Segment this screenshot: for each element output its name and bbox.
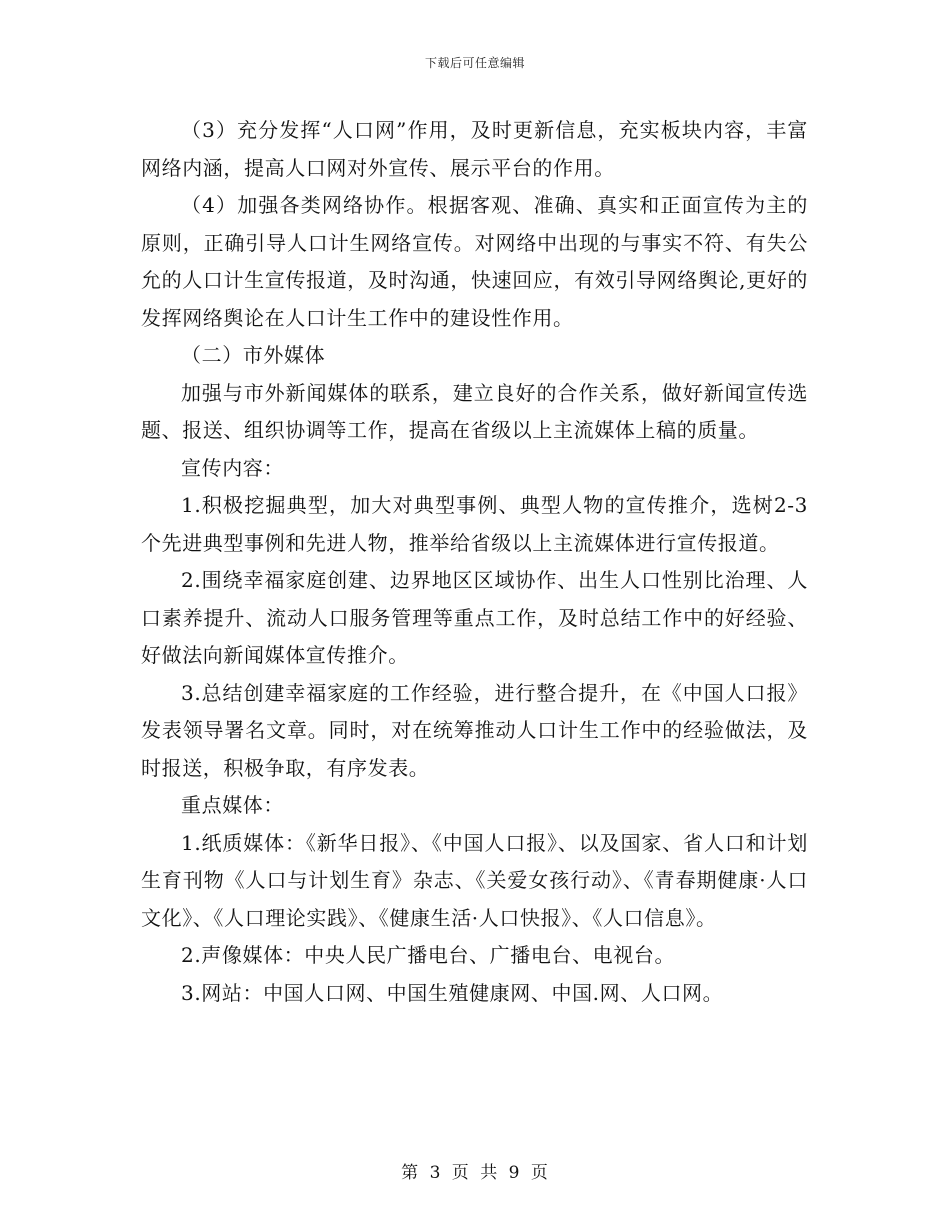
document-body [141,112,808,1012]
paragraph-external-media: 加强与市外新闻媒体的联系，建立良好的合作关系，做好新闻宣传选题、报送、组织协调等工作，提高在省级以上主流媒体上稿的质量。 [141,380,808,442]
section-heading-external-media: （二）市外媒体 [181,343,326,367]
paragraph-network-role: （3）充分发挥“人口网”作用，及时更新信息，充实板块内容，丰富网络内涵，提高人口网对外宣传、展示平台的作用。 [141,118,808,180]
subheading-publicity-content: 宣传内容： [181,455,284,480]
list-item-websites: 3.网站：中国人口网、中国生殖健康网、中国.网、人口网。 [181,980,724,1005]
list-item-experience-summary: 3.总结创建幸福家庭的工作经验，进行整合提升，在《中国人口报》发表领导署名文章。同时，对在统筹推动人口计生工作中的经验做法，及时报送，积极争取，有序发表。 [141,680,808,780]
header-note: 下载后可任意编辑 [424,56,525,70]
list-item-broadcast-media: 2.声像媒体：中央人民广播电台、广播电台、电视台。 [181,943,676,967]
page-number-footer: 第 3 页 共 9 页 [401,1163,549,1183]
list-item-key-work: 2.围绕幸福家庭创建、边界地区区域协作、出生人口性别比治理、人口素养提升、流动人口服务管理等重点工作，及时总结工作中的好经验、好做法向新闻媒体宣传推介。 [141,568,808,667]
paragraph-network-cooperation: （4）加强各类网络协作。根据客观、准确、真实和正面宣传为主的原则，正确引导人口计生网络宣传。对网络中出现的与事实不符、有失公允的人口计生宣传报道，及时沟通，快速回应，有效引导网络舆论,更好的发挥网络舆论在人口计生工作中的建设性作用。 [141,193,808,330]
list-item-typical-cases: 1.积极挖掘典型，加大对典型事例、典型人物的宣传推介，选树2-3个先进典型事例和先进人物，推举给省级以上主流媒体进行宣传报道。 [141,493,808,555]
subheading-key-media: 重点媒体： [181,793,284,817]
list-item-print-media: 1.纸质媒体：《新华日报》、《中国人口报》、以及国家、省人口和计划生育刊物《人口与计划生育》杂志、《关爱女孩行动》、《青春期健康·人口文化》、《人口理论实践》、《健康生活·人口快报》、《人口信息》。 [141,830,808,930]
